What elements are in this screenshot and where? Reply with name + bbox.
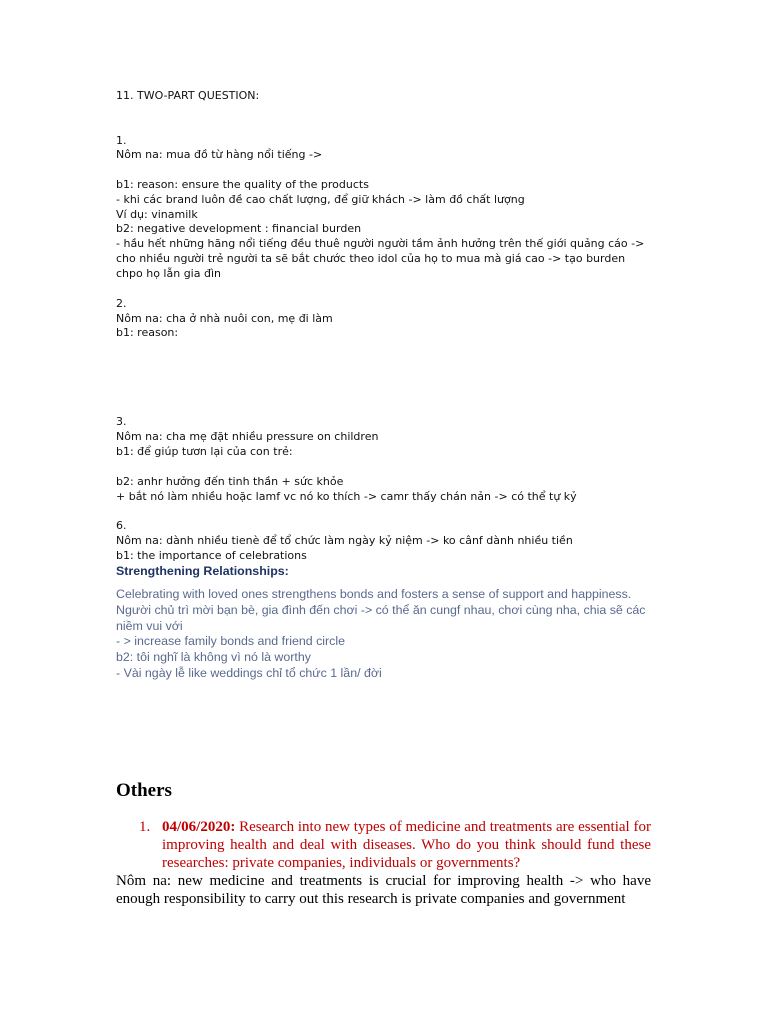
q2-gist: Nôm na: cha ở nhà nuôi con, mẹ đi làm <box>116 312 333 325</box>
q2-number: 2. <box>116 297 127 310</box>
q1-gist: Nôm na: mua đồ từ hàng nổi tiếng -> <box>116 148 323 161</box>
q6-b1: b1: the importance of celebrations <box>116 549 307 562</box>
q3-b2-detail: + bắt nó làm nhiều hoặc lamf vc nó ko thích -> camr thấy chán nản -> có thể tự kỷ <box>116 490 577 503</box>
q6-bullet-2: - Vài ngày lễ like weddings chỉ tổ chức 1 lần/ đời <box>116 666 382 680</box>
q1-b2: b2: negative development : financial burden <box>116 222 362 235</box>
q3-b1: b1: để giúp tươn lại của con trẻ: <box>116 445 293 458</box>
q6-bullet-1: - > increase family bonds and friend circle <box>116 634 345 648</box>
q1-b1: b1: reason: ensure the quality of the products <box>116 178 369 191</box>
q1-b1-detail: - khi các brand luôn đề cao chất lượng, để giữ khách -> làm đồ chất lượng <box>116 193 525 206</box>
q6-gist: Nôm na: dành nhiều tienè để tổ chức làm ngày kỷ niệm -> ko cânf dành nhiều tiền <box>116 534 573 547</box>
q6-b2: b2: tôi nghĩ là không vì nó là worthy <box>116 650 311 664</box>
others-item-date: 04/06/2020: <box>162 819 236 835</box>
q1-b2-detail: - hầu hết những hãng nổi tiếng đều thuê người người tầm ảnh hưởng trên thế giới quảng cáo -> cho nhiều người trẻ người ta sẽ bắt chước theo idol của họ to mua mà giá cao -> tạo burden chpo họ lẫn gia đìn <box>116 237 645 280</box>
section-heading: 11. TWO-PART QUESTION: <box>116 89 260 102</box>
q2-b1: b1: reason: <box>116 326 179 339</box>
q3-gist: Nôm na: cha mẹ đặt nhiều pressure on children <box>116 430 379 443</box>
others-item <box>162 818 651 872</box>
q3-number: 3. <box>116 415 127 428</box>
q6-paragraph: Celebrating with loved ones strengthens bonds and fosters a sense of support and happiness. Người chủ trì mời bạn bè, gia đình đến chơi -> có thể ăn cungf nhau, chơi cùng nha, chia sẽ các niềm vui với <box>116 587 646 633</box>
others-heading: Others <box>116 780 172 801</box>
q6-number: 6. <box>116 519 127 532</box>
others-item-text: Research into new types of medicine and treatments are essential for improving health and deal with diseases. Who do you think should fund these researches: private companies, individuals or governments? <box>162 819 651 871</box>
q6-section-title: Strengthening Relationships: <box>116 564 289 578</box>
others-gist: Nôm na: new medicine and treatments is crucial for improving health -> who have enough responsibility to carry out this research is private companies and government <box>116 873 651 907</box>
q1-example: Ví dụ: vinamilk <box>116 208 198 221</box>
q3-b2: b2: anhr hưởng đến tinh thần + sức khỏe <box>116 475 344 488</box>
q1-number: 1. <box>116 134 127 147</box>
others-item-number: 1. <box>139 819 151 835</box>
